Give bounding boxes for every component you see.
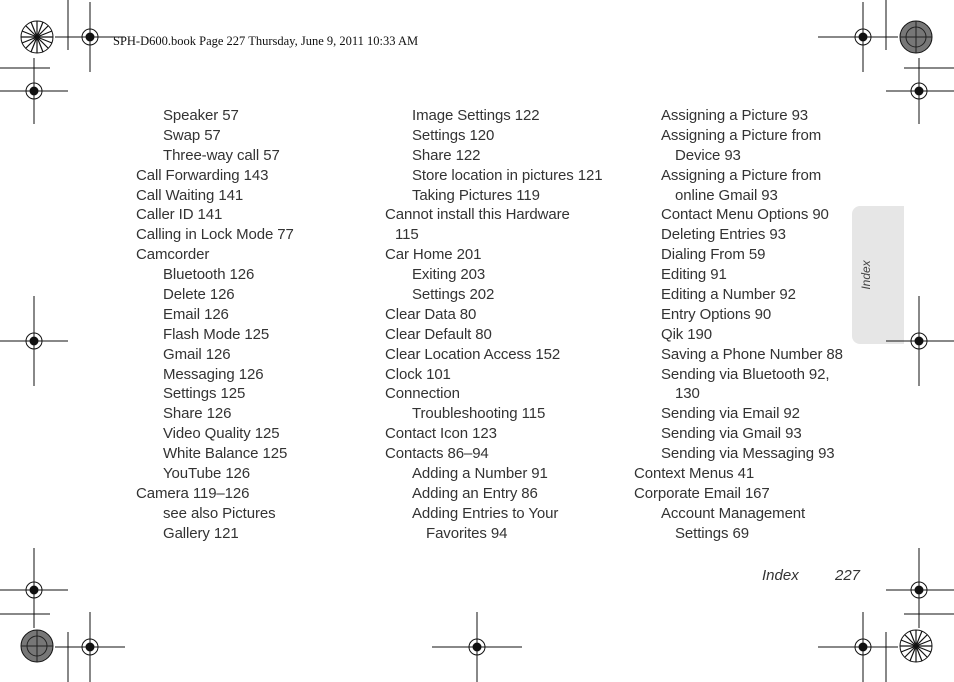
side-tab-label: Index [859, 260, 873, 290]
index-entry: Clock 101 [385, 365, 451, 383]
index-subentry: online Gmail 93 [675, 186, 778, 204]
index-entry: Contact Icon 123 [385, 425, 497, 443]
crosshair-target-icon [0, 296, 68, 386]
index-entry: Clear Default 80 [385, 325, 492, 343]
index-subentry: Assigning a Picture from [661, 166, 822, 184]
print-header: SPH-D600.book Page 227 Thursday, June 9, 2011 10:33 AM [113, 34, 419, 48]
gray-target-icon [21, 630, 53, 662]
index-subentry: Contact Menu Options 90 [661, 206, 829, 224]
index-subentry: Qik 190 [661, 325, 712, 343]
index-subentry: Sending via Email 92 [661, 405, 800, 423]
index-subentry: Image Settings 122 [412, 107, 540, 124]
index-subentry: Adding an Entry 86 [412, 484, 538, 502]
index-subentry: Exiting 203 [412, 266, 486, 284]
crosshair-target-icon [886, 548, 954, 628]
index-subentry: 130 [675, 385, 700, 403]
crosshair-target-icon [55, 612, 125, 682]
index-subentry: Gmail 126 [163, 345, 231, 363]
index-column-2 [385, 106, 625, 544]
page-number: 227 [835, 567, 861, 584]
index-subentry: Share 126 [163, 405, 232, 423]
index-subentry: Sending via Bluetooth 92, [661, 365, 830, 383]
index-subentry: White Balance 125 [163, 445, 288, 463]
index-subentry: Bluetooth 126 [163, 266, 255, 284]
crosshair-target-icon [818, 2, 898, 72]
index-subentry: Swap 57 [163, 126, 221, 144]
index-subentry: Dialing From 59 [661, 246, 766, 264]
index-entry: Cannot install this Hardware [385, 206, 570, 224]
index-subentry: Adding Entries to Your [412, 504, 559, 522]
index-subentry: Store location in pictures 121 [412, 166, 603, 184]
index-subentry: YouTube 126 [163, 465, 251, 483]
gray-target-icon [900, 21, 932, 53]
starburst-target-icon [900, 630, 932, 662]
index-subentry: Video Quality 125 [163, 425, 280, 443]
index-subentry: Sending via Messaging 93 [661, 445, 835, 463]
footer-section-label: Index [762, 567, 799, 584]
index-subentry: Editing a Number 92 [661, 286, 796, 304]
index-subentry: Adding a Number 91 [412, 465, 548, 483]
index-subentry: Flash Mode 125 [163, 325, 270, 343]
index-column-1 [136, 106, 376, 544]
index-subentry: Assigning a Picture from [661, 126, 822, 144]
index-entry: Camcorder [136, 246, 210, 264]
index-subentry: Messaging 126 [163, 365, 264, 383]
index-entry: Caller ID 141 [136, 206, 223, 224]
crosshair-target-icon [886, 58, 954, 124]
index-subentry: Taking Pictures 119 [412, 186, 540, 204]
index-subentry: Settings 69 [675, 524, 749, 542]
index-subentry: Settings 120 [412, 126, 495, 144]
index-subentry: Favorites 94 [426, 524, 508, 542]
index-subentry: see also Pictures [163, 504, 276, 522]
index-entry: Camera 119–126 [136, 484, 250, 502]
index-entry: Calling in Lock Mode 77 [136, 226, 294, 244]
index-entry: Context Menus 41 [634, 465, 755, 483]
index-subentry: Share 122 [412, 146, 481, 164]
index-entry: Call Waiting 141 [136, 186, 244, 204]
index-subentry: Account Management [661, 504, 806, 522]
index-subentry: Deleting Entries 93 [661, 226, 786, 244]
index-entry: Corporate Email 167 [634, 484, 770, 502]
index-subentry: Assigning a Picture 93 [661, 107, 809, 124]
index-entry: Clear Location Access 152 [385, 345, 561, 363]
index-subentry: Device 93 [675, 146, 741, 164]
index-subentry: Troubleshooting 115 [412, 405, 546, 423]
crosshair-target-icon [818, 612, 898, 682]
crosshair-target-icon [432, 612, 522, 682]
index-entry: Call Forwarding 143 [136, 166, 269, 184]
index-subentry: Three-way call 57 [163, 146, 280, 164]
index-subentry: Email 126 [163, 305, 229, 323]
index-entry: Car Home 201 [385, 246, 482, 264]
index-entry: Connection [385, 385, 460, 403]
index-subentry: Speaker 57 [163, 107, 239, 124]
index-column-3 [634, 106, 874, 544]
index-subentry: Saving a Phone Number 88 [661, 345, 843, 363]
index-subentry: Delete 126 [163, 286, 235, 304]
starburst-target-icon [21, 21, 53, 53]
index-subentry: Entry Options 90 [661, 305, 772, 323]
index-subentry: Gallery 121 [163, 524, 239, 542]
index-subentry: 115 [395, 226, 419, 244]
index-entry: Clear Data 80 [385, 305, 477, 323]
crosshair-target-icon [0, 548, 68, 628]
index-subentry: Settings 202 [412, 286, 495, 304]
index-entry: Contacts 86–94 [385, 445, 489, 463]
crosshair-target-icon [0, 58, 68, 124]
index-subentry: Editing 91 [661, 266, 727, 284]
index-subentry: Sending via Gmail 93 [661, 425, 802, 443]
index-subentry: Settings 125 [163, 385, 246, 403]
